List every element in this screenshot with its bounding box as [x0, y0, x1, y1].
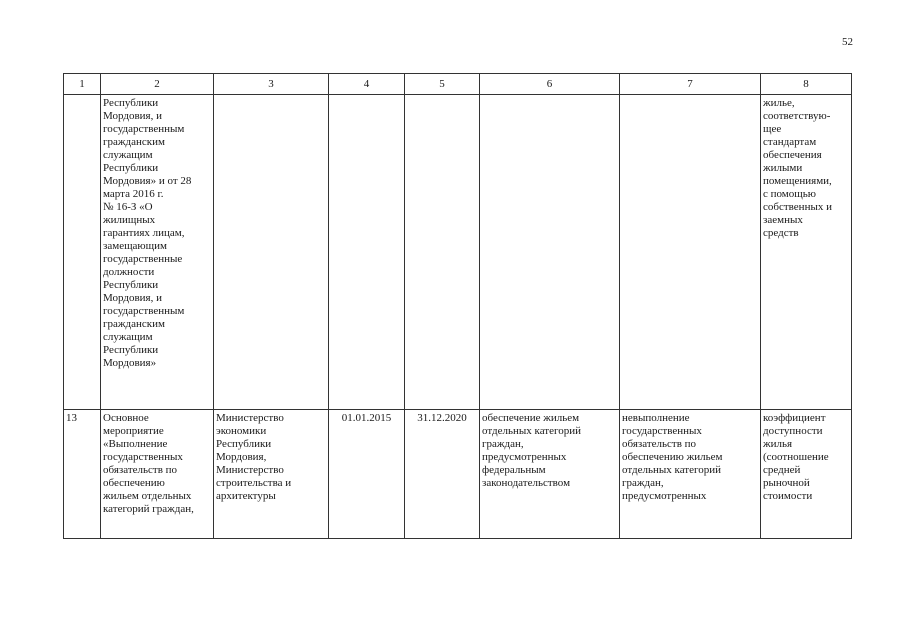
- cell-end-date: [405, 410, 480, 539]
- cell-consequence: [620, 95, 761, 410]
- header-cell: 4: [329, 74, 405, 95]
- cell-start-date: [329, 410, 405, 539]
- cell-result: [480, 410, 620, 539]
- table-header-row: [64, 74, 852, 95]
- header-cell: 7: [620, 74, 761, 95]
- cell-text: Основное мероприятие «Выполнение государственных обязательств по обеспечению жильем отдельных категорий граждан,: [103, 412, 194, 515]
- header-cell: 6: [480, 74, 620, 95]
- header-cell: 2: [101, 74, 214, 95]
- cell-executor: [214, 410, 329, 539]
- cell-indicator: [761, 95, 852, 410]
- cell-text: обеспечение жильем отдельных категорий граждан, предусмотренных федеральным законодательством: [482, 412, 582, 489]
- header-cell: 1: [64, 74, 101, 95]
- cell-number: [64, 95, 101, 410]
- cell-text: жилье, соответствую- щее стандартам обеспечения жилыми помещениями, с помощью собственных и заемных средств: [763, 97, 832, 239]
- cell-number: [64, 410, 101, 539]
- cell-text: 13: [66, 412, 77, 424]
- header-cell: 3: [214, 74, 329, 95]
- cell-end-date: [405, 95, 480, 410]
- cell-text: 31.12.2020: [417, 412, 467, 424]
- table-row: [64, 410, 852, 539]
- cell-start-date: [329, 95, 405, 410]
- header-cell: 8: [761, 74, 852, 95]
- cell-consequence: [620, 410, 761, 539]
- header-cell: 5: [405, 74, 480, 95]
- cell-name: [101, 410, 214, 539]
- cell-indicator: [761, 410, 852, 539]
- cell-result: [480, 95, 620, 410]
- cell-text: коэффициент доступности жилья (соотношение средней рыночной стоимости: [763, 412, 829, 502]
- cell-text: Республики Мордовия, и государственным гражданским служащим Республики Мордовия» и от 28 марта 2016 г. № 16-З «О жилищных гарантиях лицам, замещающим государственные должности Республики Мордовия, и государственным гражданским служащим Республики Мордовия»: [103, 97, 192, 369]
- cell-executor: [214, 95, 329, 410]
- program-table: [63, 73, 852, 539]
- table-row: [64, 95, 852, 410]
- cell-name: [101, 95, 214, 410]
- cell-text: невыполнение государственных обязательств по обеспечению жильем отдельных категорий граждан, предусмотренных: [622, 412, 723, 502]
- cell-text: Министерство экономики Республики Мордовия, Министерство строительства и архитектуры: [216, 412, 292, 502]
- page-number: 52: [842, 36, 853, 48]
- cell-text: 01.01.2015: [341, 412, 392, 424]
